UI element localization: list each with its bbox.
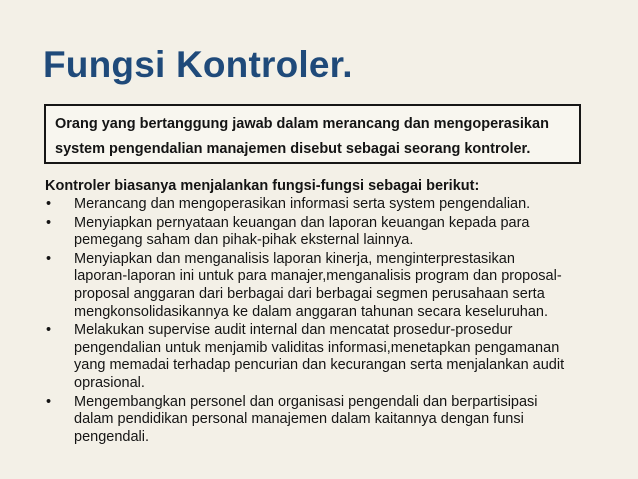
function-list <box>45 196 625 447</box>
list-item-line: pengendalian untuk menjamib validitas informasi,menetapkan pengamanan <box>74 339 560 356</box>
list-item-line: proposal anggaran dari berbagai dari berbagai segmen perusahaan serta <box>74 285 545 302</box>
intro-text: Kontroler biasanya menjalankan fungsi-fungsi sebagai berikut: <box>45 178 480 194</box>
bullet-icon: • <box>46 322 52 339</box>
list-item-line: pemegang saham dan pihak-pihak eksternal lainnya. <box>74 232 414 249</box>
list-item <box>45 251 625 321</box>
list-item-line: Menyiapkan pernyataan keuangan dan laporan keuangan kepada para <box>74 214 530 231</box>
list-item-line: laporan-laporan ini untuk para manajer,menganalisis program dan proposal- <box>74 268 562 285</box>
definition-line: system pengendalian manajemen disebut sebagai seorang kontroler. <box>55 141 531 157</box>
bullet-icon: • <box>46 250 52 267</box>
list-item-line: Melakukan supervise audit internal dan mencatat prosedur-prosedur <box>74 322 513 339</box>
definition-line: Orang yang bertanggung jawab dalam merancang dan mengoperasikan <box>55 116 549 132</box>
bullet-icon: • <box>46 214 52 231</box>
list-item-line: mengkonsolidasikannya ke dalam anggaran tahunan secara keseluruhan. <box>74 303 548 320</box>
list-item <box>45 394 625 447</box>
bullet-icon: • <box>46 196 52 212</box>
list-item <box>45 196 625 214</box>
list-item-line: pengendali. <box>74 428 149 445</box>
bullet-icon: • <box>46 393 52 410</box>
list-item-line: yang memadai terhadap pencurian dan kecurangan serta menjalankan audit <box>74 357 565 374</box>
list-item-line: dalam pendidikan personal manajemen dalam kaitannya dengan funsi <box>74 411 524 428</box>
definition-box <box>44 104 581 164</box>
list-item-line: Menyiapkan dan menganalisis laporan kinerja, menginterprestasikan <box>74 250 515 267</box>
list-item <box>45 322 625 392</box>
list-item-line: Mengembangkan personel dan organisasi pengendali dan berpartisipasi <box>74 393 538 410</box>
list-item-line: Merancang dan mengoperasikan informasi serta system pengendalian. <box>74 196 531 212</box>
slide-title: Fungsi Kontroler. <box>43 44 353 85</box>
list-item <box>45 215 625 250</box>
list-item-line: oprasional. <box>74 374 145 391</box>
